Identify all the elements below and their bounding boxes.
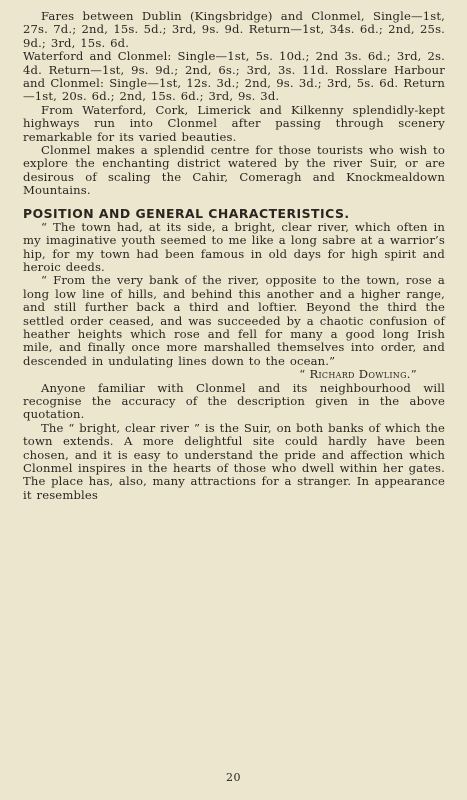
page-number: 20: [226, 771, 241, 784]
river-paragraph: The “ bright, clear river ” is the Suir, on both banks of which the town extends. A more delightful site could hardly have been chosen, and it is easy to understand the pride and affection which Clonmel inspires in the hearts of those who dwell within her gates. The place has, also, many attractions for a stranger. In appearance it resembles: [23, 420, 445, 502]
centre-paragraph: Clonmel makes a splendid centre for those tourists who wish to explore the enchanting district watered by the river Suir, or are desirous of scaling the Cahir, Comeragh and Knockmealdown Mountains.: [23, 143, 445, 198]
section-heading: POSITION AND GENERAL CHARACTERISTICS.: [23, 205, 350, 221]
highways-paragraph: From Waterford, Cork, Limerick and Kilkenny splendidly-kept highways run into Clonmel after passing through scenery remarkable for its varied beauties.: [23, 102, 445, 144]
quotation-attribution: “ Richard Dowling.”: [299, 367, 417, 382]
quotation-paragraph-1: “ The town had, at its side, a bright, clear river, which often in my imaginative youth seemed to me like a long sabre at a warrior’s hip, for my town had been famous in old days for high spirit and heroic deeds.: [23, 219, 445, 274]
familiar-paragraph: Anyone familiar with Clonmel and its neighbourhood will recognise the accuracy of the description given in the above quotation.: [23, 380, 445, 422]
fares-waterford-rosslare-paragraph: Waterford and Clonmel: Single—1st, 5s. 10d.; 2nd 3s. 6d.; 3rd, 2s. 4d. Return—1st, 9s. 9d.; 2nd, 6s.; 3rd, 3s. 11d. Rosslare Harbour and Clonmel: Single—1st, 12s. 3d.; 2nd, 9s. 3d.; 3rd, 5s. 6d. Return—1st, 20s. 6d.; 2nd, 15s. 6d.; 3rd, 9s. 3d.: [23, 49, 445, 104]
fares-dublin-paragraph: Fares between Dublin (Kingsbridge) and Clonmel, Single—1st, 27s. 7d.; 2nd, 15s. 5d.; 3rd, 9s. 9d. Return—1st, 34s. 6d.; 2nd, 25s. 9d.; 3rd, 15s. 6d.: [23, 9, 445, 50]
quotation-paragraph-2: “ From the very bank of the river, opposite to the town, rose a long low line of hills, and behind this another and a higher range, and still further back a third and loftier. Beyond the third the settled order ceased, and was succeeded by a chaotic confusion of heather heights which rose and fell for many a good long Irish mile, and finally once more marshalled themselves into order, and descended in undulating lines down to the ocean.”: [23, 273, 445, 368]
